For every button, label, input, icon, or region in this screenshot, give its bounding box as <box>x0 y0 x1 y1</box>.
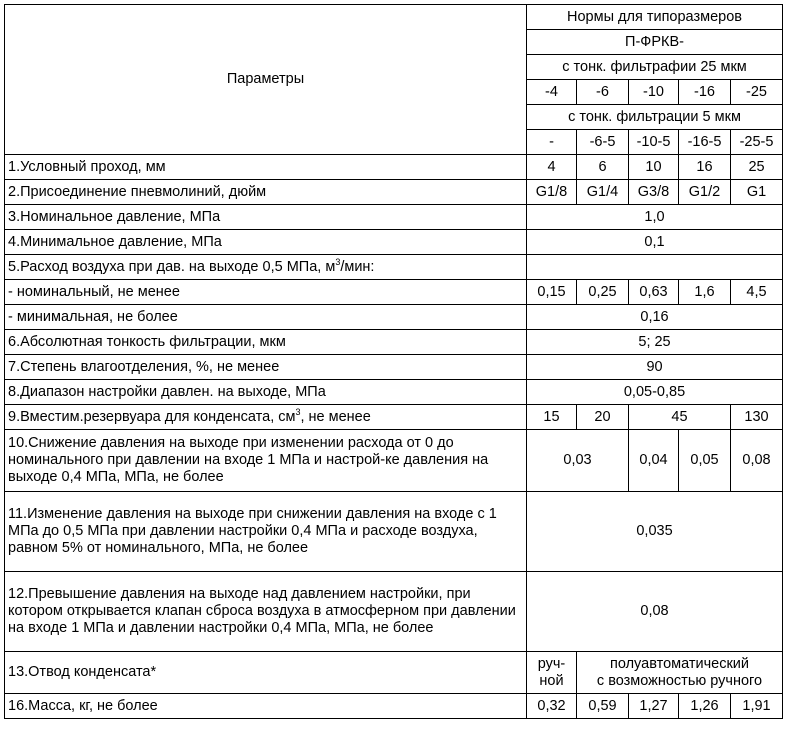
value-cell: 6 <box>577 155 629 180</box>
params-header: Параметры <box>5 5 527 155</box>
row-label: 16.Масса, кг, не более <box>5 694 527 719</box>
table-row <box>5 205 783 230</box>
size25-cell: -10 <box>629 80 679 105</box>
fine25-header: с тонк. фильтрафии 25 мкм <box>527 55 783 80</box>
table-row <box>5 155 783 180</box>
row-label: 13.Отвод конденсата* <box>5 652 527 694</box>
value-cell: 0,04 <box>629 430 679 492</box>
size25-cell: -6 <box>577 80 629 105</box>
size25-cell: -25 <box>731 80 783 105</box>
value-cell: 0,05-0,85 <box>527 380 783 405</box>
table-row <box>5 380 783 405</box>
value-cell: 10 <box>629 155 679 180</box>
size25-cell: -4 <box>527 80 577 105</box>
size5-cell: -16-5 <box>679 130 731 155</box>
value-cell: 15 <box>527 405 577 430</box>
value-cell: G1 <box>731 180 783 205</box>
table-row <box>5 230 783 255</box>
table-row <box>5 492 783 572</box>
value-cell: 20 <box>577 405 629 430</box>
row-label: 11.Изменение давления на выходе при снижении давления на входе с 1 МПа до 0,5 МПа при давлении настройки 0,4 МПа и расходе воздуха, равном 5% от номинального, МПа, не более <box>5 492 527 572</box>
value-cell: 0,63 <box>629 280 679 305</box>
row-label: 3.Номинальное давление, МПа <box>5 205 527 230</box>
value-cell: 4,5 <box>731 280 783 305</box>
row-label: 5.Расход воздуха при дав. на выходе 0,5 МПа, $м^3$/мин: <box>5 255 527 280</box>
value-cell: 0,15 <box>527 280 577 305</box>
semi-auto-cell: полуавтоматический с возможностью ручного <box>577 652 783 694</box>
size5-cell: -25-5 <box>731 130 783 155</box>
header-row-norms <box>5 5 783 30</box>
value-cell: 1,91 <box>731 694 783 719</box>
manual-cell: руч- ной <box>527 652 577 694</box>
table-row <box>5 694 783 719</box>
value-cell: 1,27 <box>629 694 679 719</box>
table-row <box>5 305 783 330</box>
value-cell: 0,1 <box>527 230 783 255</box>
size5-cell: - <box>527 130 577 155</box>
table-row <box>5 280 783 305</box>
value-cell: G1/8 <box>527 180 577 205</box>
value-cell: 0,59 <box>577 694 629 719</box>
norms-header: Нормы для типоразмеров <box>527 5 783 30</box>
value-cell: 0,08 <box>527 572 783 652</box>
value-cell: 130 <box>731 405 783 430</box>
row-label: - номинальный, не менее <box>5 280 527 305</box>
value-cell: 16 <box>679 155 731 180</box>
row-label: 1.Условный проход, мм <box>5 155 527 180</box>
row-label: 9.Вместим.резервуара для конденсата, $см^3$, не менее <box>5 405 527 430</box>
row-label: 2.Присоединение пневмолиний, дюйм <box>5 180 527 205</box>
value-cell: 0,03 <box>527 430 629 492</box>
table-row <box>5 572 783 652</box>
value-cell: 0,16 <box>527 305 783 330</box>
row-label: 4.Минимальное давление, МПа <box>5 230 527 255</box>
value-cell: 0,32 <box>527 694 577 719</box>
row-label: 12.Превышение давления на выходе над давлением настройки, при котором открывается клапан сброса воздуха в атмосферном при давлении на входе 1 МПа и давлении настройки 0,4 МПа, МПа, не более <box>5 572 527 652</box>
value-cell: 1,0 <box>527 205 783 230</box>
table-row <box>5 405 783 430</box>
specification-table <box>4 4 783 719</box>
row-label: 6.Абсолютная тонкость фильтрации, мкм <box>5 330 527 355</box>
value-cell: 25 <box>731 155 783 180</box>
table-row <box>5 330 783 355</box>
table-row <box>5 652 783 694</box>
value-cell: 45 <box>629 405 731 430</box>
value-cell: 1,6 <box>679 280 731 305</box>
value-cell: G1/2 <box>679 180 731 205</box>
table-row <box>5 355 783 380</box>
size5-cell: -10-5 <box>629 130 679 155</box>
value-cell: G1/4 <box>577 180 629 205</box>
value-cell: 5; 25 <box>527 330 783 355</box>
value-cell: 0,05 <box>679 430 731 492</box>
value-cell: 4 <box>527 155 577 180</box>
value-cell: 0,035 <box>527 492 783 572</box>
table-row <box>5 180 783 205</box>
size5-cell: -6-5 <box>577 130 629 155</box>
empty-cell <box>527 255 783 280</box>
row-label: 7.Степень влагоотделения, %, не менее <box>5 355 527 380</box>
row-label: 10.Снижение давления на выходе при изменении расхода от 0 до номинального при давлении на входе 1 МПа и настрой-ке давления на выходе 0,4 МПа, МПа, не более <box>5 430 527 492</box>
size25-cell: -16 <box>679 80 731 105</box>
model-header: П-ФРКВ- <box>527 30 783 55</box>
fine5-header: с тонк. фильтрации 5 мкм <box>527 105 783 130</box>
row-label: - минимальная, не более <box>5 305 527 330</box>
value-cell: 90 <box>527 355 783 380</box>
table-row <box>5 255 783 280</box>
value-cell: 0,25 <box>577 280 629 305</box>
value-cell: G3/8 <box>629 180 679 205</box>
table-row <box>5 430 783 492</box>
row-label: 8.Диапазон настройки давлен. на выходе, МПа <box>5 380 527 405</box>
value-cell: 1,26 <box>679 694 731 719</box>
value-cell: 0,08 <box>731 430 783 492</box>
